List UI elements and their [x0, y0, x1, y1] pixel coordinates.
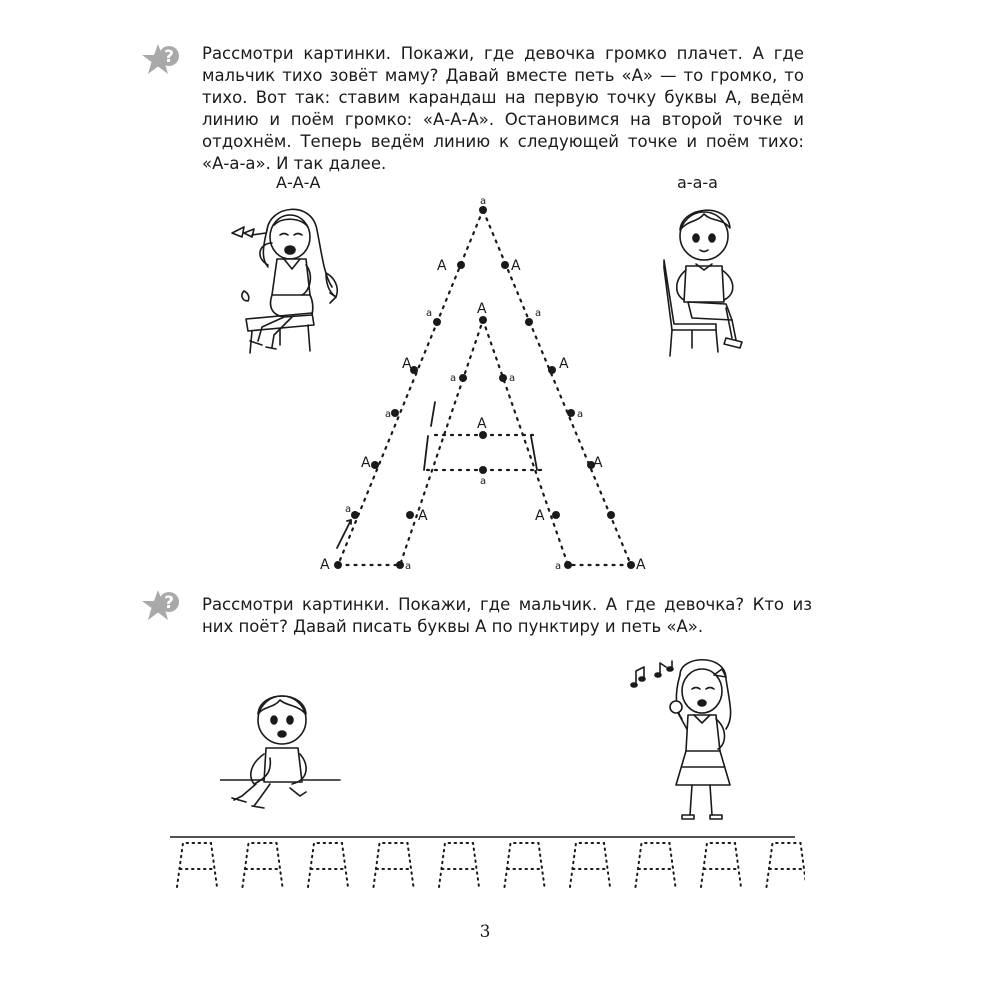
boy-on-chair-illustration	[652, 198, 757, 358]
label-small: а	[450, 373, 457, 384]
practice-letter-a[interactable]	[505, 843, 545, 887]
singing-girl-illustration	[630, 655, 750, 825]
label-big: А	[477, 416, 487, 432]
label-big: А	[535, 508, 545, 524]
practice-letter-a[interactable]	[374, 843, 414, 887]
caption-quiet: а-а-а	[677, 173, 718, 192]
practice-letter-a[interactable]	[243, 843, 283, 887]
practice-letter-a[interactable]	[767, 843, 806, 887]
label-big: А	[320, 557, 330, 573]
practice-letters-row[interactable]	[165, 833, 805, 893]
sitting-boy-illustration	[220, 688, 345, 813]
label-small: а	[480, 196, 487, 207]
practice-letter-a[interactable]	[570, 843, 610, 887]
label-big: А	[511, 258, 521, 274]
label-big: А	[593, 455, 603, 471]
label-small: а	[577, 409, 584, 420]
star-question-icon	[140, 586, 184, 630]
label-small: а	[480, 476, 487, 487]
label-small: а	[405, 561, 412, 572]
label-big: А	[418, 508, 428, 524]
label-small: а	[385, 409, 392, 420]
svg-text:?: ?	[164, 47, 174, 67]
label-big: А	[361, 455, 371, 471]
practice-letter-a[interactable]	[439, 843, 479, 887]
task1-instructions: Рассмотри картинки. Покажи, где девочка громко плачет. А где мальчик тихо зовёт маму? Давай вместе петь «А» — то громко, то тихо. Вот так: ставим карандаш на первую точку буквы А, ведём линию и поём громко: «А-А-А». Остановимся на второй точке и отдохнём. Теперь ведём линию к следующей точке и поём тихо: «А-а-а». И так далее.	[202, 44, 804, 173]
crossbar-solid-left	[424, 436, 428, 470]
task2-instructions: Рассмотри картинки. Покажи, где мальчик. А где девочка? Кто из них поёт? Давай писать буквы А по пунктиру и петь «А».	[202, 595, 812, 636]
label-big: А	[477, 301, 487, 317]
page-number: 3	[479, 922, 491, 942]
label-big: А	[636, 557, 646, 573]
label-big: А	[559, 356, 569, 372]
caption-loud: А-А-А	[276, 173, 321, 192]
label-small: а	[426, 308, 433, 319]
label-small: а	[535, 308, 542, 319]
label-small: а	[509, 373, 516, 384]
label-big: А	[437, 258, 447, 274]
star-question-icon	[140, 40, 184, 84]
label-small: а	[345, 504, 352, 515]
practice-letter-a[interactable]	[636, 843, 676, 887]
practice-letter-a[interactable]	[701, 843, 741, 887]
svg-text:?: ?	[164, 593, 174, 613]
practice-letter-a[interactable]	[177, 843, 217, 887]
label-big: А	[402, 356, 412, 372]
letter-a-outline-path	[338, 210, 631, 565]
label-small: а	[555, 561, 562, 572]
practice-letter-a[interactable]	[308, 843, 348, 887]
tracing-letter-a[interactable]	[315, 190, 655, 580]
